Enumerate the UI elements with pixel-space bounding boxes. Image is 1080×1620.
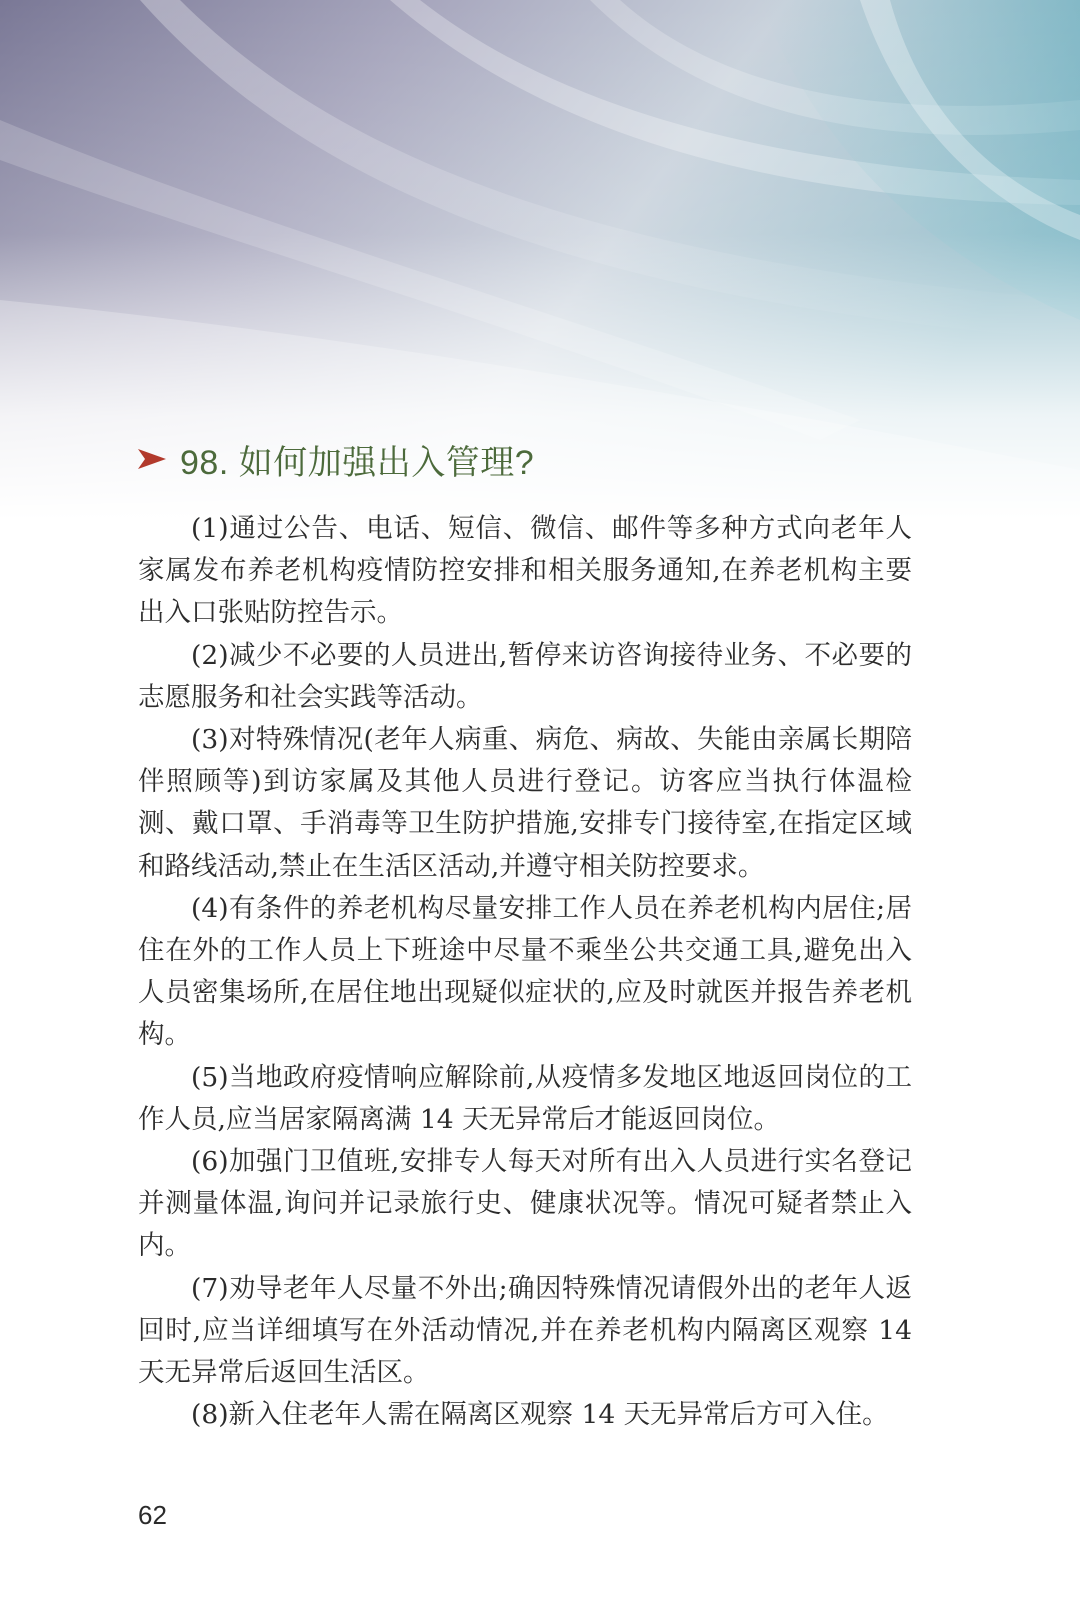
paragraph-8: (8)新入住老年人需在隔离区观察 14 天无异常后方可入住。 [191, 1399, 889, 1431]
section-heading [138, 434, 534, 484]
body-text [138, 508, 912, 1436]
arrow-bullet-icon [138, 447, 166, 471]
page-number: 62 [138, 1500, 167, 1530]
section-title: 98. 如何加强出入管理? [180, 443, 535, 482]
paragraph-5: (5)当地政府疫情响应解除前,从疫情多发地区地返回岗位的工作人员,应当居家隔离满 14 天无异常后才能返回岗位。 [138, 1061, 912, 1135]
paragraph-1: (1)通过公告、电话、短信、微信、邮件等多种方式向老年人家属发布养老机构疫情防控安排和相关服务通知,在养老机构主要出入口张贴防控告示。 [138, 513, 912, 629]
paragraph-7: (7)劝导老年人尽量不外出;确因特殊情况请假外出的老年人返回时,应当详细填写在外活动情况,并在养老机构内隔离区观察 14 天无异常后返回生活区。 [138, 1272, 912, 1389]
paragraph-4: (4)有条件的养老机构尽量安排工作人员在养老机构内居住;居住在外的工作人员上下班途中尽量不乘坐公共交通工具,避免出入人员密集场所,在居住地出现疑似症状的,应及时就医并报告养老机构。 [138, 892, 912, 1051]
paragraph-6: (6)加强门卫值班,安排专人每天对所有出入人员进行实名登记并测量体温,询问并记录旅行史、健康状况等。情况可疑者禁止入内。 [138, 1146, 912, 1262]
paragraph-3: (3)对特殊情况(老年人病重、病危、病故、失能由亲属长期陪伴照顾等)到访家属及其他人员进行登记。访客应当执行体温检测、戴口罩、手消毒等卫生防护措施,安排专门接待室,在指定区域和路线活动,禁止在生活区活动,并遵守相关防控要求。 [138, 724, 912, 882]
paragraph-2: (2)减少不必要的人员进出,暂停来访咨询接待业务、不必要的志愿服务和社会实践等活动。 [138, 639, 912, 713]
